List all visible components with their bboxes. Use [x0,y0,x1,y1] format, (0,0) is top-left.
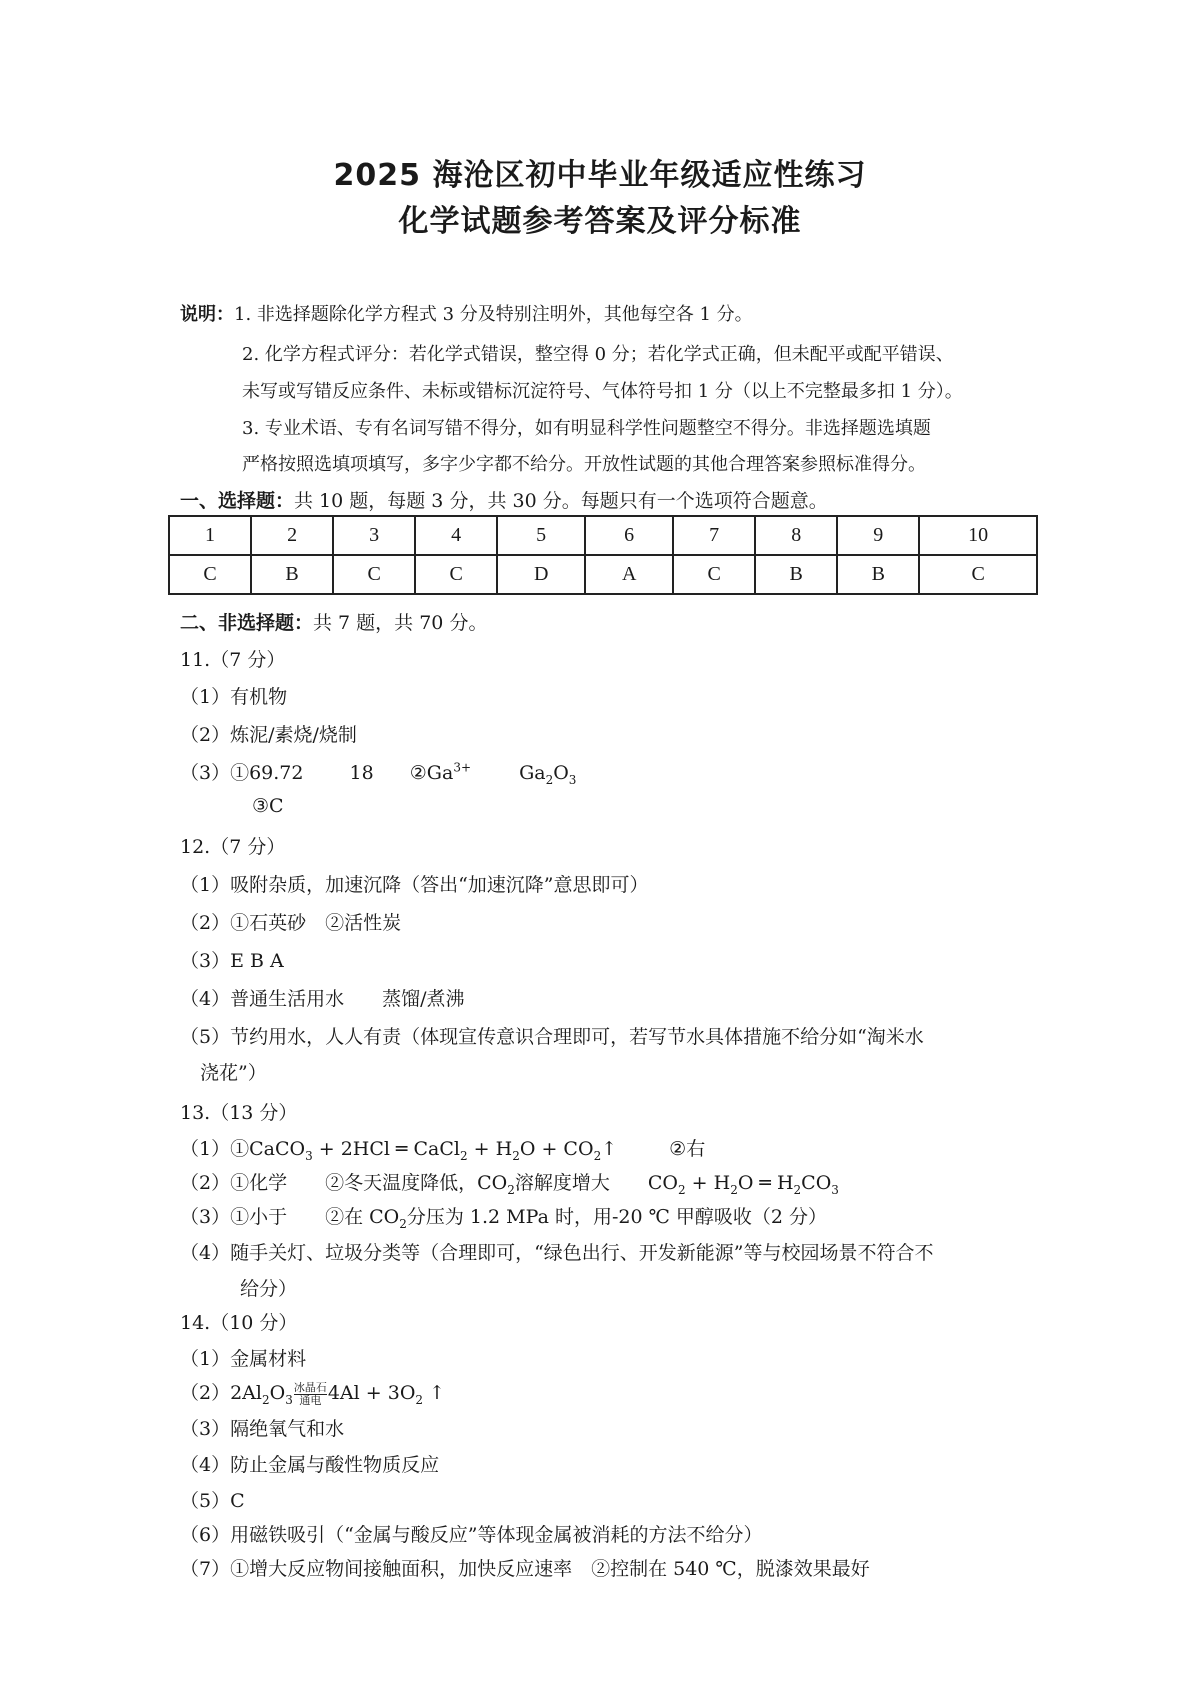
reaction-condition: $\frac{\text{冰晶石}}{\text{通电}}$ [293,1380,327,1407]
table-cell: D [497,555,585,594]
q12-answer-4: （4）普通生活用水 蒸馏/煮沸 [180,988,465,1010]
section2-heading-line [180,608,487,635]
table-cell: 10 [919,516,1037,555]
q12-answer-2: （2）①石英砂 ②活性炭 [180,912,402,934]
q14-answer-5: （5）C [180,1490,245,1512]
section1-heading-line [180,486,828,513]
table-cell: 2 [251,516,333,555]
q14-answer-6: （6）用磁铁吸引（“金属与酸反应”等体现金属被消耗的方法不给分） [180,1524,763,1546]
table-cell: C [673,555,755,594]
q14-head: 14.（10 分） [180,1312,298,1334]
table-cell: 7 [673,516,755,555]
notes-line-1 [180,300,753,326]
q11-answer-1: （1）有机物 [180,686,288,708]
choice-answer-table [168,515,1038,595]
note-3a: 3. 专业术语、专有名词写错不得分，如有明显科学性问题整空不得分。非选择题选填题 [242,418,931,439]
q12-answer-1: （1）吸附杂质，加速沉降（答出“加速沉降”意思即可） [180,874,649,896]
q11-answer-3 [180,758,576,787]
q11-answer-3c: ③C [252,795,284,817]
page-title: 2025 海沧区初中毕业年级适应性练习 [333,158,867,193]
q11-a3-number: 18 [349,762,374,784]
table-row-numbers [169,516,1037,555]
table-cell: C [919,555,1037,594]
table-cell: B [251,555,333,594]
section1-desc: 共 10 题，每题 3 分，共 30 分。每题只有一个选项符合题意。 [294,490,828,512]
table-cell: 1 [169,516,251,555]
q13-answer-1: （1）①CaCO$_3$ + 2HCl ═ CaCl$_2$ + $H_2O$ + $CO_2↑$ ②右 [180,1138,706,1163]
table-row-answers [169,555,1037,594]
q12-answer-5a: （5）节约用水，人人有责（体现宣传意识合理即可，若写节水具体措施不给分如“淘米水 [180,1026,924,1048]
q14-answer-1: （1）金属材料 [180,1348,307,1370]
table-cell: 4 [415,516,497,555]
q13-answer-3: （3）①小于 ②在 $CO_2$分压为 1.2 MPa 时，用-20 ℃ 甲醇吸收（2 分） [180,1206,827,1231]
section1-heading: 一、选择题： [180,490,295,512]
table-cell: 6 [585,516,673,555]
table-cell: A [585,555,673,594]
note-3b: 严格按照选填项填写，多字少字都不给分。开放性试题的其他合理答案参照标准得分。 [242,454,926,475]
table-cell: C [169,555,251,594]
section2-heading: 二、非选择题： [180,612,314,634]
table-cell: 8 [755,516,837,555]
q11-a3-oxide: $Ga_2O_3$ [519,762,577,787]
q12-answer-3: （3）E B A [180,950,284,972]
table-cell: B [755,555,837,594]
q13-answer-4a: （4）随手关灯、垃圾分类等（合理即可，“绿色出行、开发新能源”等与校园场景不符合不 [180,1242,934,1264]
q11-a3-mass: （3）①69.72 [180,762,304,784]
table-cell: C [415,555,497,594]
q14-answer-7: （7）①增大反应物间接触面积，加快反应速率 ②控制在 540 ℃，脱漆效果最好 [180,1558,870,1580]
page-subtitle: 化学试题参考答案及评分标准 [398,204,802,239]
q11-answer-2: （2）炼泥/素烧/烧制 [180,724,357,746]
q14-answer-3: （3）隔绝氧气和水 [180,1418,345,1440]
table-cell: 5 [497,516,585,555]
q13-answer-4b: 给分） [240,1278,298,1300]
notes-label: 说明： [180,304,234,325]
q13-a1-right: ②右 [669,1138,706,1160]
q14-answer-4: （4）防止金属与酸性物质反应 [180,1454,440,1476]
table-cell: B [837,555,919,594]
q13-answer-2: （2）①化学 ②冬天温度降低，$CO_2$溶解度增大 $CO_2 + H_2O$ ═ $H_2CO_3$ [180,1172,839,1197]
section2-desc: 共 7 题，共 70 分。 [313,612,488,634]
q12-head: 12.（7 分） [180,836,286,858]
table-cell: 3 [333,516,415,555]
note-2b: 未写或写错反应条件、未标或错标沉淀符号、气体符号扣 1 分（以上不完整最多扣 1 分）。 [242,381,963,402]
note-1: 1. 非选择题除化学方程式 3 分及特别注明外，其他每空各 1 分。 [234,304,753,325]
q11-head: 11.（7 分） [180,649,286,671]
q11-a3-ion: $②Ga^{3+}$ [409,760,472,784]
q14-answer-2: $(2)2Al_2O_3$ $\frac{\text{冰晶石}}{\text{通电}}$ $4Al + 3O_2$ ↑ [180,1380,446,1407]
table-cell: 9 [837,516,919,555]
q12-answer-5b: 浇花”） [200,1062,267,1084]
table-cell: C [333,555,415,594]
note-2a: 2. 化学方程式评分：若化学式错误，整空得 0 分；若化学式正确，但未配平或配平错误、 [242,344,954,365]
q13-head: 13.（13 分） [180,1102,298,1124]
